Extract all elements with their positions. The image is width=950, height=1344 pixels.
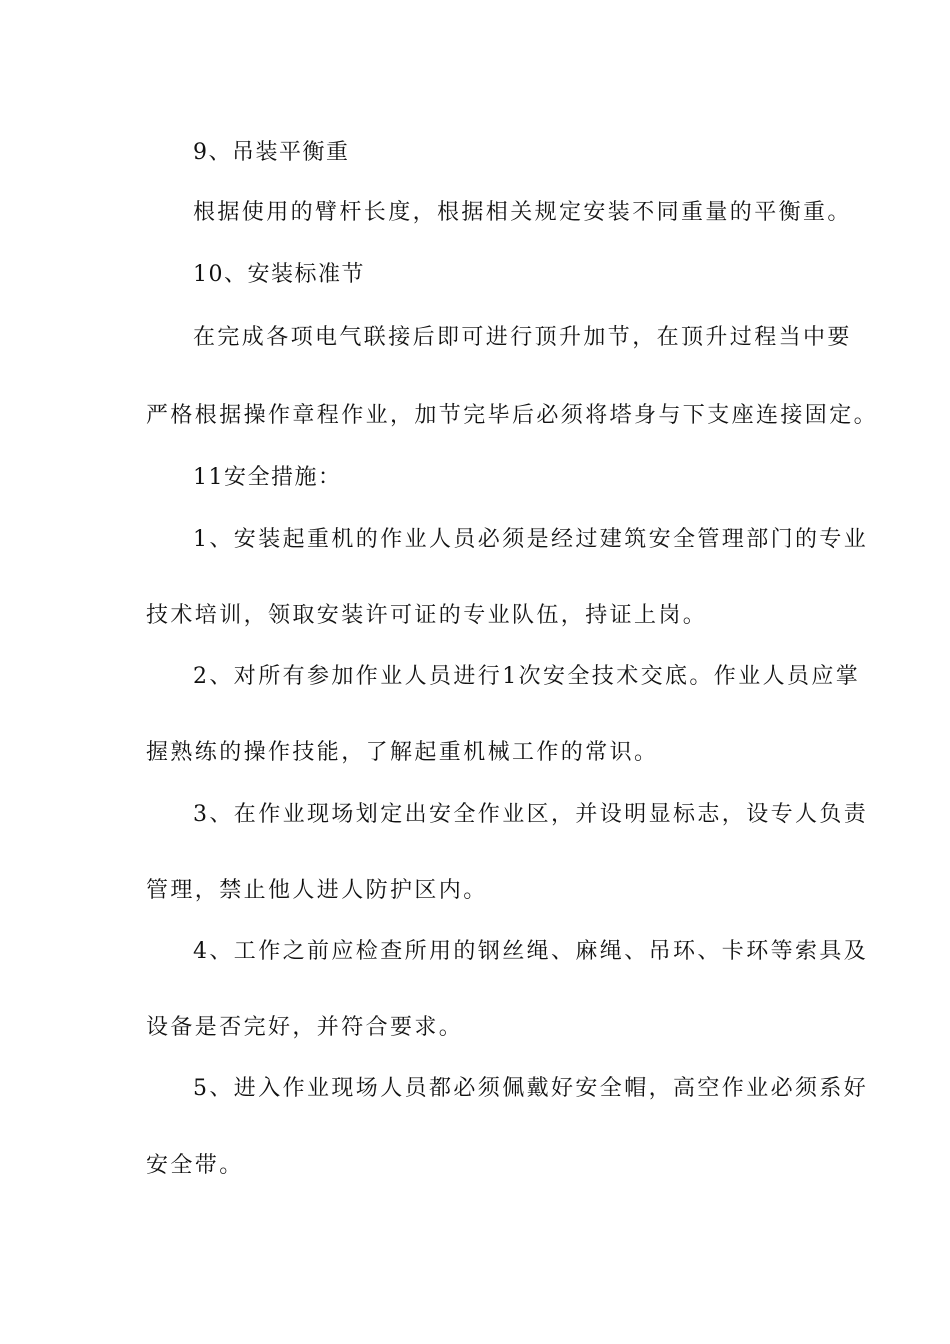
list-item-2: 2、对所有参加作业人员进行1次安全技术交底。作业人员应掌: [193, 664, 861, 689]
list-item-1-continued: 技术培训，领取安装许可证的专业队伍，持证上岗。: [146, 603, 708, 628]
list-item-5-continued: 安全带。: [146, 1153, 244, 1178]
list-item-1: 1、安装起重机的作业人员必须是经过建筑安全管理部门的专业: [193, 527, 869, 552]
list-item-4: 4、工作之前应检查所用的钢丝绳、麻绳、吊环、卡环等索具及: [193, 939, 869, 964]
paragraph-line: 在完成各项电气联接后即可进行顶升加节，在顶升过程当中要: [193, 325, 852, 350]
list-item-3-continued: 管理，禁止他人进人防护区内。: [146, 878, 488, 903]
paragraph-line: 根据使用的臂杆长度，根据相关规定安装不同重量的平衡重。: [193, 200, 852, 225]
section-heading-10: 10、安装标准节: [193, 262, 365, 287]
paragraph-line: 严格根据操作章程作业，加节完毕后必须将塔身与下支座连接固定。: [146, 403, 879, 428]
list-item-3: 3、在作业现场划定出安全作业区，并设明显标志，设专人负责: [193, 802, 869, 827]
section-heading-11: 11安全措施：: [193, 465, 342, 490]
section-heading-9: 9、吊装平衡重: [193, 140, 350, 165]
list-item-4-continued: 设备是否完好，并符合要求。: [146, 1015, 464, 1040]
list-item-2-continued: 握熟练的操作技能，了解起重机械工作的常识。: [146, 740, 659, 765]
list-item-5: 5、进入作业现场人员都必须佩戴好安全帽，高空作业必须系好: [193, 1076, 869, 1101]
